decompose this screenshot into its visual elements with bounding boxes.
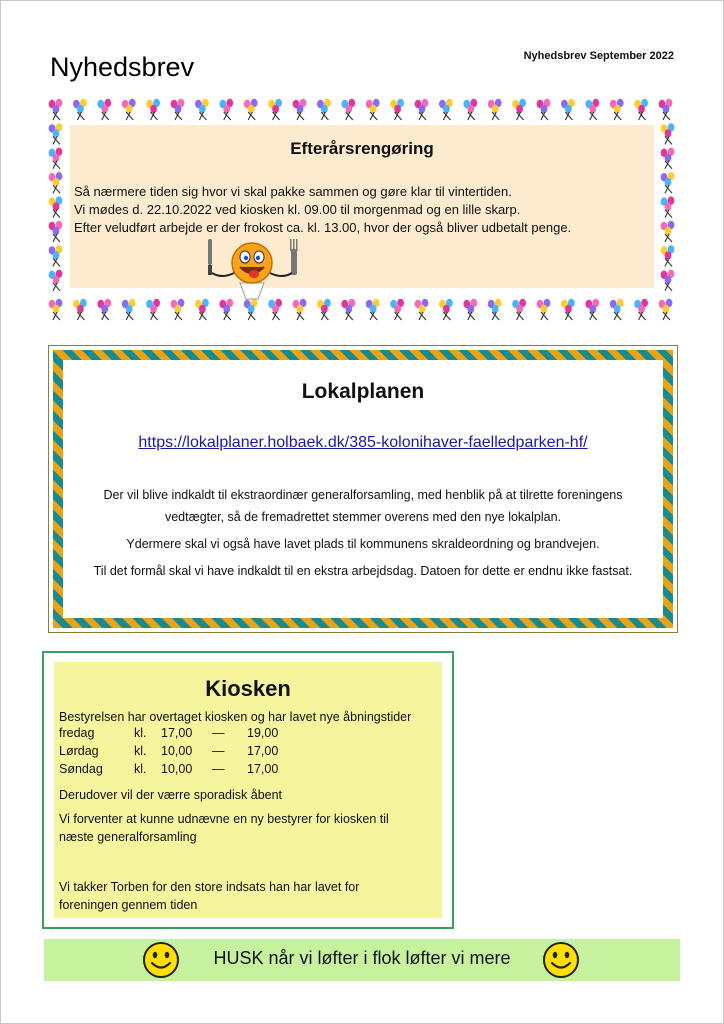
eating-smiley-icon [202,235,302,301]
balloon-icon [659,99,673,120]
hours-from: 17,00 [161,726,193,740]
balloon-icon [661,270,675,291]
balloon-icon [244,99,258,120]
balloon-icon [146,99,160,120]
hours-dash: — [212,726,225,740]
balloon-icon [561,299,575,320]
lokalplan-link[interactable]: https://lokalplaner.holbaek.dk/385-kolonihaver-faelledparken-hf/ [138,434,588,451]
balloon-icon [561,99,575,120]
kiosk-frame [42,651,454,929]
balloon-icon [49,172,63,193]
hours-day: Søndag [59,762,103,776]
balloon-icon [366,99,380,120]
balloon-icon [219,99,233,120]
lokalplan-paragraph: Ydermere skal vi også have lavet plads til kommunens skraldeordning og brandvejen. [126,537,600,551]
hours-from: 10,00 [161,744,193,758]
balloon-icon [488,299,502,320]
balloon-icon [366,299,380,320]
hours-day: fredag [59,726,95,740]
balloon-icon [661,148,675,169]
balloon-icon [537,99,551,120]
balloon-icon [390,99,404,120]
hours-kl: kl. [134,762,147,776]
balloon-icon [49,123,63,144]
hours-kl: kl. [134,726,147,740]
balloon-icon [73,99,87,120]
balloon-icon [661,172,675,193]
balloon-icon [341,299,355,320]
balloon-icon [49,99,63,120]
balloon-icon [661,245,675,266]
balloon-icon [195,299,209,320]
balloon-icon [537,299,551,320]
hours-day: Lørdag [59,744,99,758]
balloon-icon [585,299,599,320]
balloon-icon [610,99,624,120]
kiosk-intro: Bestyrelsen har overtaget kiosken og har lavet nye åbningstider [59,710,412,724]
balloon-icon [73,299,87,320]
balloon-icon [171,299,185,320]
lokalplan-paragraph: Der vil blive indkaldt til ekstraordinær generalforsamling, med henblik på at tilrette foreningens [103,488,623,502]
balloon-icon [634,299,648,320]
balloon-icon [415,99,429,120]
balloon-icon [122,99,136,120]
balloon-icon [293,299,307,320]
balloon-icon [463,299,477,320]
newsletter-title: Nyhedsbrev [50,52,195,82]
balloon-icon [49,196,63,217]
balloon-icon [219,299,233,320]
hours-from: 10,00 [161,762,193,776]
kiosk-thanks: Vi takker Torben for den store indsats han har lavet for foreningen gennem tiden [59,880,360,912]
balloon-icon [268,299,282,320]
lokalplan-heading: Lokalplanen [301,380,425,403]
kiosk-heading: Kiosken [205,676,291,701]
cleanup-box [70,125,654,288]
balloon-icon [659,299,673,320]
balloon-icon [439,99,453,120]
kiosk-sporadic: Derudover vil der værre sporadisk åbent [59,788,283,802]
balloon-icon [317,99,331,120]
cleanup-line: Vi mødes d. 22.10.2022 ved kiosken kl. 09.00 til morgenmad og en lille skarp. [74,202,521,217]
balloon-icon [195,99,209,120]
balloon-icon [49,270,63,291]
balloon-icon [585,99,599,120]
balloon-icon [146,299,160,320]
lokalplan-box [63,360,663,618]
cleanup-body [74,183,650,237]
lokalplan-frame [48,345,678,633]
balloon-icon [512,99,526,120]
balloon-icon [171,99,185,120]
hours-to: 19,00 [247,726,279,740]
balloon-icon [661,123,675,144]
lokalplan-paragraph: Til det formål skal vi have indkaldt til en ekstra arbejdsdag. Datoen for dette er endnu ikke fastsat. [93,564,633,578]
balloon-icon [97,99,111,120]
smiley-icon [542,941,580,979]
balloon-icon [49,148,63,169]
kiosk-new-manager: Vi forventer at kunne udnævne en ny bestyrer for kiosken til næste generalforsamling [59,812,389,844]
balloon-icon [415,299,429,320]
balloon-icon [49,221,63,242]
balloon-icon [634,99,648,120]
newsletter-dateline: Nyhedsbrev September 2022 [523,50,674,62]
footer-slogan: HUSK når vi løfter i flok løfter vi mere [213,948,511,968]
balloon-icon [293,99,307,120]
balloon-icon [488,99,502,120]
balloon-icon [512,299,526,320]
balloon-icon [661,221,675,242]
hours-kl: kl. [134,744,147,758]
balloon-icon [463,99,477,120]
balloon-icon [661,196,675,217]
balloon-icon [49,299,63,320]
cleanup-line: Efter veludført arbejde er der frokost ca. kl. 13.00, hvor der også bliver udbetalt penge. [74,220,572,235]
balloon-icon [610,299,624,320]
lokalplan-paragraph: vedtægter, så de fremadrettet stemmer overens med den nye lokalplan. [164,510,562,524]
balloon-icon [122,299,136,320]
balloon-icon [97,299,111,320]
hours-to: 17,00 [247,762,279,776]
balloon-icon [49,245,63,266]
balloon-icon [244,299,258,320]
cleanup-heading: Efterårsrengøring [290,139,434,158]
hours-dash: — [212,744,225,758]
balloon-icon [268,99,282,120]
hours-dash: — [212,762,225,776]
balloon-icon [439,299,453,320]
hours-to: 17,00 [247,744,279,758]
footer-banner [44,939,680,981]
balloon-icon [390,299,404,320]
kiosk-box [54,662,442,918]
cleanup-line: Så nærmere tiden sig hvor vi skal pakke sammen og gøre klar til vintertiden. [74,184,512,199]
balloon-icon [341,99,355,120]
balloon-icon [317,299,331,320]
